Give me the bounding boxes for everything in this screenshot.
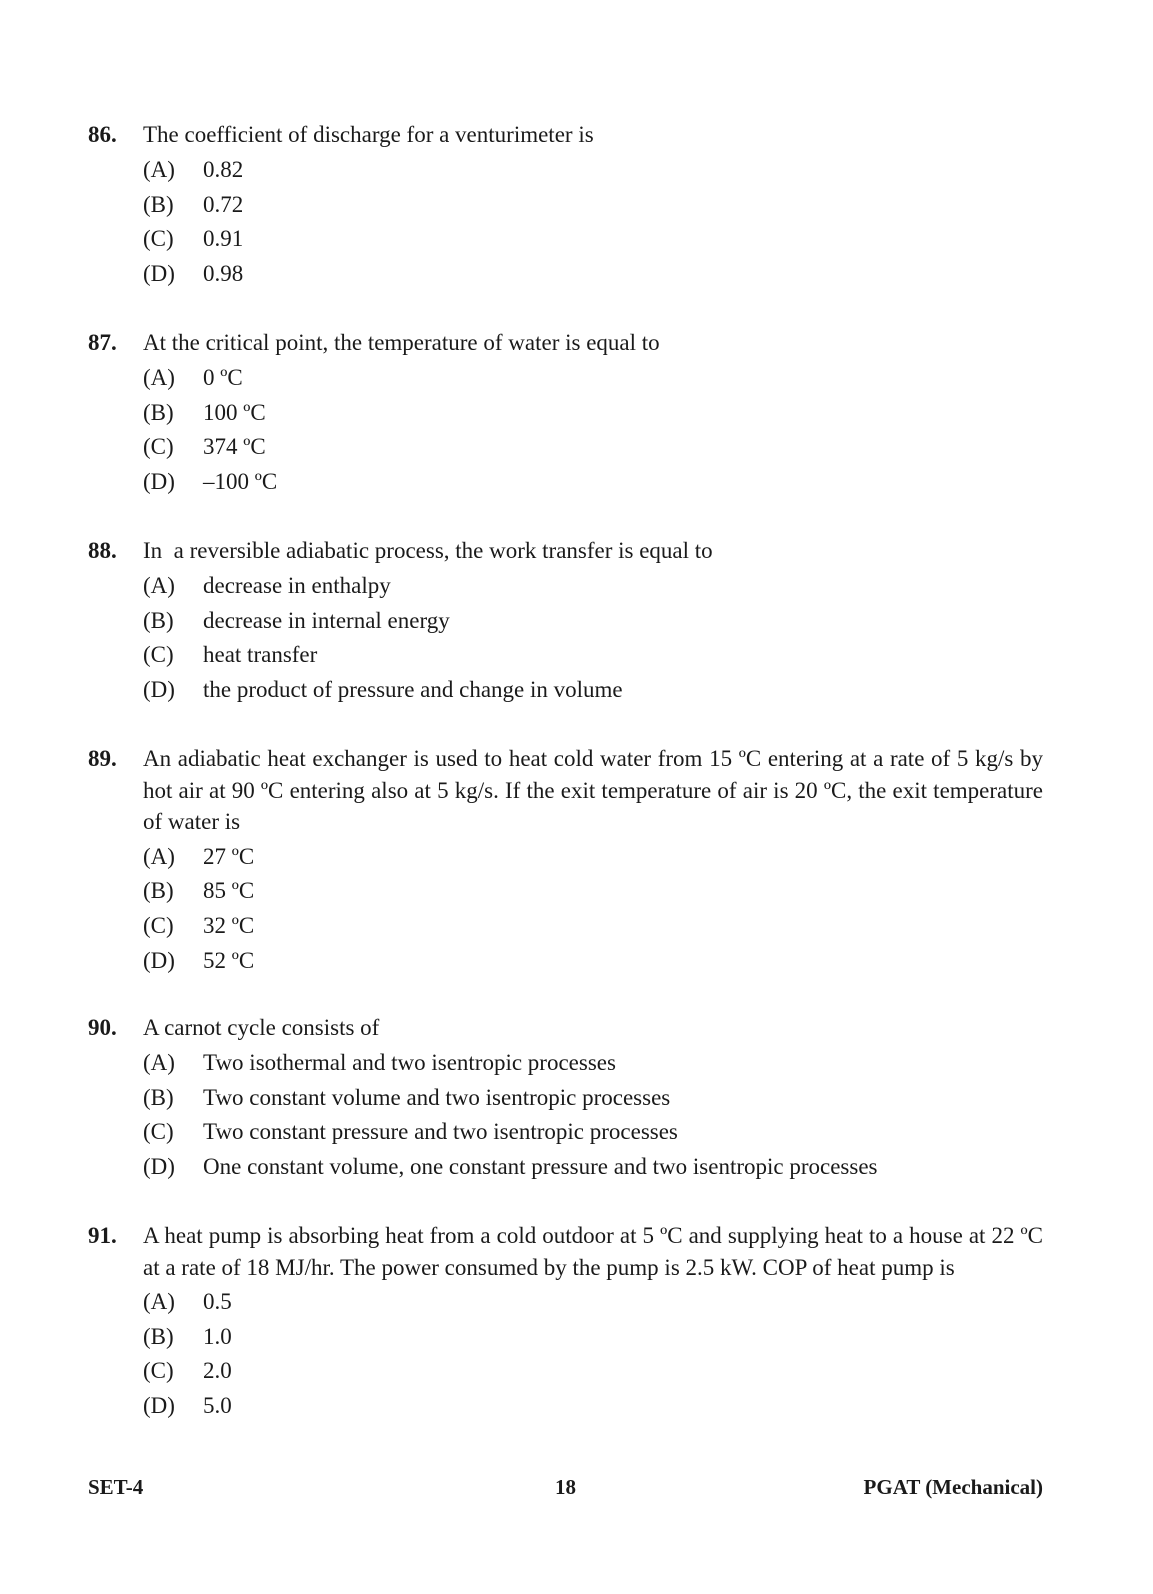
option-d (143, 257, 1043, 292)
option-text: 0 ºC (203, 365, 243, 390)
question-90 (88, 1012, 1043, 1185)
option-text: 0.98 (203, 261, 244, 287)
option-a (143, 569, 1043, 604)
option-b (143, 604, 1043, 639)
option-text: heat transfer (203, 642, 318, 668)
option-d (143, 944, 1043, 979)
option-b (143, 396, 1043, 431)
option-label: (B) (143, 399, 174, 425)
option-text: 374 ºC (203, 434, 266, 460)
options-list (143, 1285, 1043, 1424)
option-b (143, 1320, 1043, 1355)
option-d (143, 1389, 1043, 1424)
question-88 (88, 535, 1043, 708)
option-label: (D) (143, 1393, 175, 1419)
question-86 (88, 119, 1043, 292)
option-label: (B) (143, 191, 174, 217)
option-c (143, 1115, 1043, 1150)
option-a (143, 153, 1043, 188)
options-list (143, 361, 1043, 500)
question-number: 86. (88, 122, 117, 147)
option-label: (D) (143, 469, 175, 495)
option-c (143, 1354, 1043, 1389)
option-label: (C) (143, 226, 174, 252)
question-text: A carnot cycle consists of (143, 1015, 380, 1040)
option-text: Two constant volume and two isentropic processes (203, 1084, 671, 1110)
option-text: 0.82 (203, 157, 244, 182)
option-text: 100 ºC (203, 399, 266, 425)
page-footer (88, 1472, 1043, 1502)
option-label: (B) (143, 878, 174, 904)
option-text: 32 ºC (203, 912, 255, 938)
option-b (143, 188, 1043, 223)
option-text: 85 ºC (203, 878, 255, 904)
options-list (143, 153, 1043, 292)
option-label: (D) (143, 677, 175, 703)
footer-page-number: 18 (555, 1475, 576, 1499)
option-text: the product of pressure and change in volume (203, 677, 623, 703)
option-b (143, 1081, 1043, 1116)
option-label: (D) (143, 261, 175, 287)
option-text: 52 ºC (203, 947, 255, 973)
question-number: 89. (88, 746, 117, 771)
option-label: (C) (143, 912, 174, 938)
option-text: 5.0 (203, 1393, 232, 1419)
question-number: 91. (88, 1223, 117, 1248)
option-label: (A) (143, 365, 175, 390)
option-text: –100 ºC (203, 469, 278, 495)
question-number: 90. (88, 1015, 117, 1040)
option-text: decrease in enthalpy (203, 573, 391, 598)
footer-exam-name: PGAT (Mechanical) (863, 1475, 1043, 1499)
question-text: An adiabatic heat exchanger is used to heat cold water from 15 ºC entering at a rate of 5 kg/s by hot air at 90 ºC entering also at 5 kg/s. If the exit temperature of air is 20 ºC, the exit temperature of water is (143, 746, 1043, 834)
option-label: (A) (143, 573, 175, 598)
option-a (143, 1046, 1043, 1081)
question-87 (88, 327, 1043, 500)
question-text: A heat pump is absorbing heat from a cold outdoor at 5 ºC and supplying heat to a house at 22 ºC at a rate of 18 MJ/hr. The power consumed by the pump is 2.5 kW. COP of heat pump is (143, 1223, 1043, 1280)
option-a (143, 840, 1043, 875)
option-label: (A) (143, 1050, 175, 1075)
option-a (143, 1285, 1043, 1320)
option-c (143, 222, 1043, 257)
option-label: (A) (143, 843, 175, 869)
question-89 (88, 743, 1043, 978)
option-c (143, 638, 1043, 673)
option-label: (C) (143, 642, 174, 668)
question-text: In a reversible adiabatic process, the work transfer is equal to (143, 538, 713, 563)
option-text: 27 ºC (203, 843, 255, 869)
option-c (143, 430, 1043, 465)
question-text: At the critical point, the temperature of water is equal to (143, 330, 660, 355)
option-label: (D) (143, 947, 175, 973)
options-list (143, 569, 1043, 708)
option-label: (C) (143, 1119, 174, 1145)
question-number: 88. (88, 538, 117, 563)
options-list (143, 1046, 1043, 1185)
question-text: The coefficient of discharge for a venturimeter is (143, 122, 594, 147)
option-text: decrease in internal energy (203, 607, 450, 633)
option-d (143, 1150, 1043, 1185)
option-text: One constant volume, one constant pressure and two isentropic processes (203, 1154, 878, 1180)
option-text: 0.72 (203, 191, 244, 217)
option-label: (B) (143, 1084, 174, 1110)
option-text: Two constant pressure and two isentropic processes (203, 1119, 678, 1145)
option-d (143, 673, 1043, 708)
option-label: (C) (143, 1358, 174, 1384)
question-91 (88, 1220, 1043, 1424)
footer-set-code: SET-4 (88, 1475, 144, 1499)
option-text: 0.91 (203, 226, 244, 252)
option-text: Two isothermal and two isentropic processes (203, 1050, 616, 1075)
option-text: 2.0 (203, 1358, 232, 1384)
question-number: 87. (88, 330, 117, 355)
option-label: (D) (143, 1154, 175, 1180)
option-d (143, 465, 1043, 500)
option-a (143, 361, 1043, 396)
option-text: 1.0 (203, 1323, 232, 1349)
options-list (143, 840, 1043, 979)
option-label: (A) (143, 157, 175, 182)
option-label: (B) (143, 1323, 174, 1349)
option-c (143, 909, 1043, 944)
option-label: (B) (143, 607, 174, 633)
option-label: (A) (143, 1289, 175, 1314)
option-label: (C) (143, 434, 174, 460)
option-text: 0.5 (203, 1289, 232, 1314)
option-b (143, 874, 1043, 909)
